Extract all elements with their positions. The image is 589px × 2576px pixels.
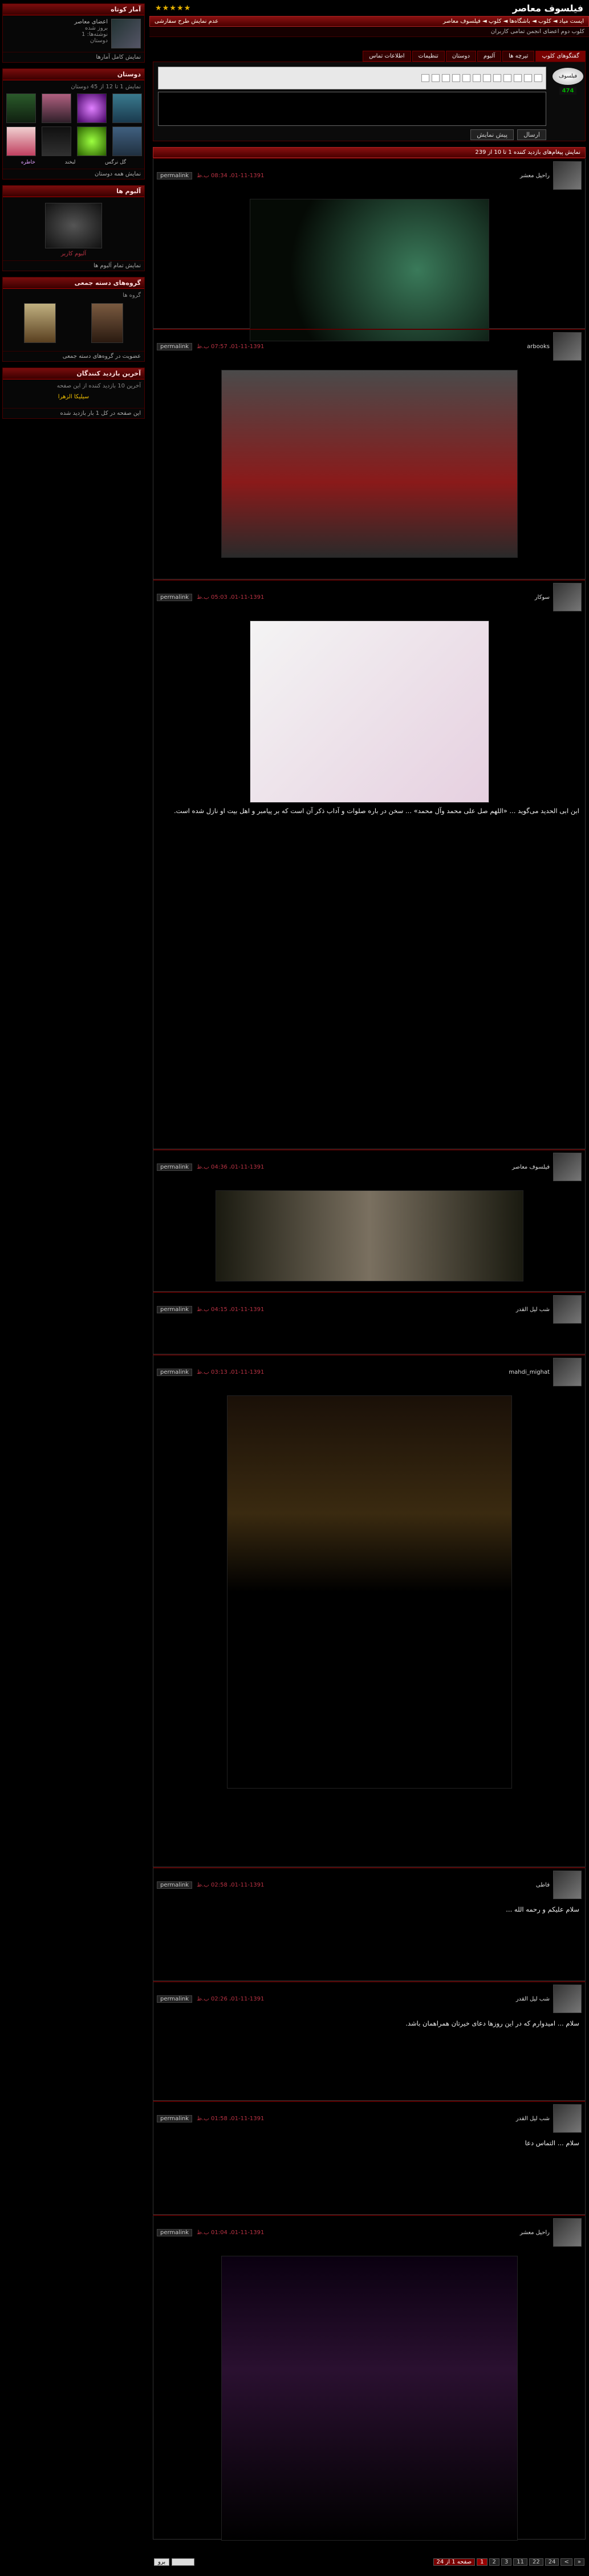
poster-name[interactable]: فاطی	[535, 1881, 550, 1888]
breadcrumb-path[interactable]: ایست میاد ◄ کلوب ◄ باشگاه‌ها ◄ کلوپ ◄ فیلسوف معاصر	[442, 18, 584, 25]
album-box	[2, 185, 145, 271]
poster	[512, 1153, 582, 1181]
permalink-link[interactable]: permalink	[157, 1164, 192, 1171]
smiley-icon[interactable]	[473, 74, 481, 82]
post	[153, 1354, 586, 1867]
posts-list	[149, 158, 589, 2540]
post-meta	[157, 2229, 264, 2236]
permalink-link[interactable]: permalink	[157, 1995, 192, 2003]
messages-count: نمایش پیغام‌های بازدید کننده 1 تا 10 از 239	[475, 149, 580, 156]
post-header	[153, 2216, 585, 2249]
post-header	[153, 2102, 585, 2135]
permalink-link[interactable]: permalink	[157, 1881, 192, 1889]
friend-thumb[interactable]	[42, 93, 71, 123]
profile-box-title: آمار کوتاه	[3, 4, 144, 15]
post-date: 01-11-1391، 08:34 ب.ظ	[197, 172, 265, 179]
post	[153, 329, 586, 579]
post-meta	[157, 172, 264, 179]
post-body	[153, 2015, 585, 2034]
post-meta	[157, 1995, 264, 2003]
goto-button[interactable]: برو	[154, 2558, 169, 2566]
friends-subtitle: نمایش 1 تا 12 از 45 دوستان	[71, 84, 141, 90]
post-body	[153, 1183, 585, 1289]
page-link[interactable]: 3	[501, 2558, 511, 2566]
friends-footer-link[interactable]: نمایش همه دوستان	[3, 169, 144, 179]
link-icon[interactable]	[493, 74, 501, 82]
poster-name[interactable]: راحیل معشر	[519, 2229, 550, 2236]
friends-grid	[6, 90, 141, 160]
post-date: 01-11-1391، 02:26 ب.ظ	[197, 1995, 265, 2002]
post-image[interactable]	[216, 1190, 523, 1281]
sub-bar: کلوب دوم اعضای انجمن تمامی کاربران	[149, 27, 589, 37]
submit-button[interactable]: ارسال	[517, 129, 546, 140]
editor	[158, 67, 546, 136]
post-date: 01-11-1391، 05:03 ب.ظ	[197, 594, 265, 601]
disable-custom-style-link[interactable]: عدم نمایش طرح سفارشی	[155, 18, 219, 25]
list-icon[interactable]	[421, 74, 429, 82]
poster-name[interactable]: راحیل معشر	[519, 172, 550, 179]
post-meta	[157, 343, 264, 350]
post	[153, 2215, 586, 2540]
album-thumb[interactable]	[45, 203, 102, 248]
tab-album[interactable]: آلبوم	[477, 51, 501, 62]
friend-name[interactable]: گل نرگس	[104, 160, 127, 165]
permalink-link[interactable]: permalink	[157, 2115, 192, 2122]
visitors-box-title: آخرین بازدید کنندگان	[3, 368, 144, 379]
message-editor-area	[153, 62, 586, 141]
post-header	[153, 1868, 585, 1901]
post	[153, 1981, 586, 2101]
permalink-link[interactable]: permalink	[157, 172, 192, 179]
tab-settings[interactable]: تنظیمات	[412, 51, 445, 62]
tab-lists[interactable]: تیرچه ها	[502, 51, 534, 62]
sidebar	[0, 0, 147, 424]
poster-name[interactable]: سوکار	[534, 594, 550, 601]
profile-box	[2, 3, 145, 63]
page-label: صفحه 1 از 24	[433, 2558, 476, 2566]
align-right-icon[interactable]	[432, 74, 440, 82]
post-date: 01-11-1391، 04:36 ب.ظ	[197, 1164, 265, 1170]
friend-thumb[interactable]	[77, 126, 107, 156]
page-link[interactable]: 22	[529, 2558, 543, 2566]
poster-avatar[interactable]	[553, 332, 582, 361]
post-meta	[157, 594, 264, 601]
poster	[516, 1985, 582, 2013]
post-date: 01-11-1391، 04:15 ب.ظ	[197, 1306, 265, 1313]
page-last[interactable]: »	[574, 2558, 584, 2566]
post-image[interactable]	[221, 370, 518, 558]
post-body	[153, 192, 585, 349]
tab-friends[interactable]: دوستان	[446, 51, 476, 62]
post	[153, 2101, 586, 2215]
album-caption: آلبوم کاربر	[60, 251, 87, 257]
page-link[interactable]: 2	[489, 2558, 499, 2566]
post-meta	[157, 2115, 264, 2122]
avatar[interactable]	[111, 19, 141, 48]
post-body	[153, 2249, 585, 2549]
goto-page	[154, 2558, 194, 2566]
tab-bar	[149, 37, 589, 62]
poster	[509, 1358, 582, 1386]
post-header	[153, 1356, 585, 1389]
poster-name[interactable]: شب لیل القدر	[515, 1995, 550, 2002]
post-body	[153, 2135, 585, 2153]
poster	[535, 583, 582, 611]
visitors-footer: این صفحه در کل 1 بار بازدید شده	[3, 408, 144, 418]
post-header	[153, 159, 585, 192]
post-text: سلام علیکم و رحمه الله ...	[506, 1905, 579, 1913]
post-image[interactable]	[221, 2256, 518, 2541]
post-image[interactable]	[250, 620, 489, 803]
groups-subtitle: گروه ها	[123, 292, 141, 299]
post-date: 01-11-1391، 02:58 ب.ظ	[197, 1881, 265, 1888]
group-thumb[interactable]	[24, 303, 56, 343]
page-next[interactable]: <	[560, 2558, 572, 2566]
friend-thumb[interactable]	[112, 126, 142, 156]
profile-footer-link[interactable]: نمایش کامل آمارها	[3, 52, 144, 62]
post-body	[153, 1389, 585, 1797]
poster-name[interactable]: mahdi_mighat	[509, 1369, 550, 1375]
badge-bubble: فیلسوف	[553, 68, 583, 85]
post-image[interactable]	[227, 1395, 512, 1789]
underline-icon[interactable]	[514, 74, 522, 82]
post	[153, 1867, 586, 1981]
post-meta	[157, 1164, 264, 1171]
friend-thumb[interactable]	[6, 93, 36, 123]
poster-avatar[interactable]	[553, 2218, 582, 2247]
post-header	[153, 581, 585, 614]
goto-input[interactable]	[172, 2558, 194, 2566]
groups-box	[2, 277, 145, 362]
friend-name[interactable]: لبخند	[64, 160, 76, 165]
poster-avatar[interactable]	[553, 1871, 582, 1899]
italic-icon[interactable]	[524, 74, 532, 82]
profile-line: اعضای معاصر	[74, 19, 108, 25]
post-meta	[157, 1306, 264, 1313]
tab-conversations[interactable]: گفتگوهای کلوپ	[535, 51, 586, 62]
album-box-title: آلبوم ها	[3, 186, 144, 197]
user-badge	[551, 62, 585, 141]
friends-box-title: دوستان	[3, 69, 144, 80]
post-image[interactable]	[250, 199, 489, 341]
page-title: فیلسوف معاصر	[512, 2, 583, 14]
post	[153, 1292, 586, 1354]
post-body	[153, 1901, 585, 1920]
poster-name[interactable]: شب لیل القدر	[515, 1306, 550, 1313]
visitor-name[interactable]: سیلیکا الزهرا	[58, 394, 90, 400]
permalink-link[interactable]: permalink	[157, 343, 192, 350]
profile-line: نوشته‌ها: 1	[82, 31, 108, 38]
poster-avatar[interactable]	[553, 1358, 582, 1386]
album-footer-link[interactable]: نمایش تمام آلبوم ها	[3, 260, 144, 271]
poster-avatar[interactable]	[553, 1985, 582, 2013]
poster-name[interactable]: arbooks	[527, 343, 550, 350]
post-date: 01-11-1391، 03:13 ب.ظ	[197, 1369, 265, 1375]
poster	[516, 2104, 582, 2133]
permalink-link[interactable]: permalink	[157, 2229, 192, 2236]
permalink-link[interactable]: permalink	[157, 594, 192, 601]
groups-box-title: گروه‌های دسته جمعی	[3, 277, 144, 289]
image-icon[interactable]	[483, 74, 491, 82]
post-header	[153, 1982, 585, 2015]
visitors-line: آخرین 10 بازدید کننده از این صفحه	[56, 383, 141, 389]
poster	[516, 1295, 582, 1324]
friend-thumb[interactable]	[77, 93, 107, 123]
poster-name[interactable]: فیلسوف معاصر	[512, 1164, 550, 1170]
page-link[interactable]: 1	[477, 2558, 487, 2566]
font-color-icon[interactable]	[503, 74, 511, 82]
post-meta	[157, 1369, 264, 1376]
friend-thumb[interactable]	[42, 126, 71, 156]
main-column	[149, 0, 589, 2565]
post-header	[153, 1150, 585, 1183]
profile-line: بروز شده	[84, 25, 108, 31]
post-text: ابن ابی الحدید می‌گوید ... «اللهم صل علی محمد وآل محمد» ... سخن در باره صلوات و آداب ذکر آن است که بر پیامبر و اهل بیت او نازل شده است.	[174, 807, 579, 815]
quote-icon[interactable]	[462, 74, 470, 82]
permalink-link[interactable]: permalink	[157, 1306, 192, 1313]
messages-count-bar	[153, 147, 586, 158]
post	[153, 1149, 586, 1292]
visitors-box	[2, 368, 145, 419]
poster	[527, 332, 582, 361]
align-center-icon[interactable]	[442, 74, 450, 82]
page-header	[149, 0, 589, 16]
post-date: 01-11-1391، 01:04 ب.ظ	[197, 2229, 265, 2236]
permalink-link[interactable]: permalink	[157, 1369, 192, 1376]
post-body	[153, 1326, 585, 1334]
post	[153, 158, 586, 329]
editor-toolbar	[158, 67, 546, 89]
friends-box	[2, 68, 145, 179]
post	[153, 579, 586, 1149]
post-body	[153, 614, 585, 821]
pager	[433, 2558, 584, 2566]
badge-number: 474	[559, 87, 577, 95]
post-text: سلام ... امیدوارم که در این روزها دعای خیرتان همراهمان باشد.	[405, 2019, 579, 2027]
poster-avatar[interactable]	[553, 583, 582, 611]
groups-footer-link[interactable]: عضویت در گروه‌های دسته جمعی	[3, 351, 144, 361]
poster	[536, 1871, 582, 1899]
bold-icon[interactable]	[534, 74, 542, 82]
rating-stars: ★★★★★	[155, 3, 192, 13]
breadcrumb	[149, 16, 589, 27]
post-date: 01-11-1391، 07:57 ب.ظ	[197, 343, 265, 350]
page-link[interactable]: 11	[513, 2558, 527, 2566]
post-date: 01-11-1391، 01:58 ب.ظ	[197, 2115, 265, 2122]
poster-avatar[interactable]	[553, 1153, 582, 1181]
group-thumb[interactable]	[91, 303, 123, 343]
message-input[interactable]	[158, 92, 546, 126]
post-header	[153, 1293, 585, 1326]
post-meta	[157, 1881, 264, 1889]
poster	[520, 2218, 582, 2247]
poster-avatar[interactable]	[553, 1295, 582, 1324]
post-body	[153, 363, 585, 566]
post-text: سلام ... التماس دعا	[525, 2139, 579, 2147]
post-header	[153, 330, 585, 363]
poster-name[interactable]: شب لیل القدر	[515, 2115, 550, 2122]
align-left-icon[interactable]	[452, 74, 460, 82]
page-link[interactable]: 24	[545, 2558, 559, 2566]
pagination	[149, 2554, 589, 2569]
poster	[520, 161, 582, 190]
poster-avatar[interactable]	[553, 161, 582, 190]
poster-avatar[interactable]	[553, 2104, 582, 2133]
preview-button[interactable]: پیش نمایش	[470, 129, 514, 140]
tab-contact[interactable]: اطلاعات تماس	[363, 51, 411, 62]
friend-name[interactable]: خاطره	[21, 160, 35, 165]
profile-line: دوستان	[90, 38, 108, 44]
friend-thumb[interactable]	[112, 93, 142, 123]
friend-thumb[interactable]	[6, 126, 36, 156]
